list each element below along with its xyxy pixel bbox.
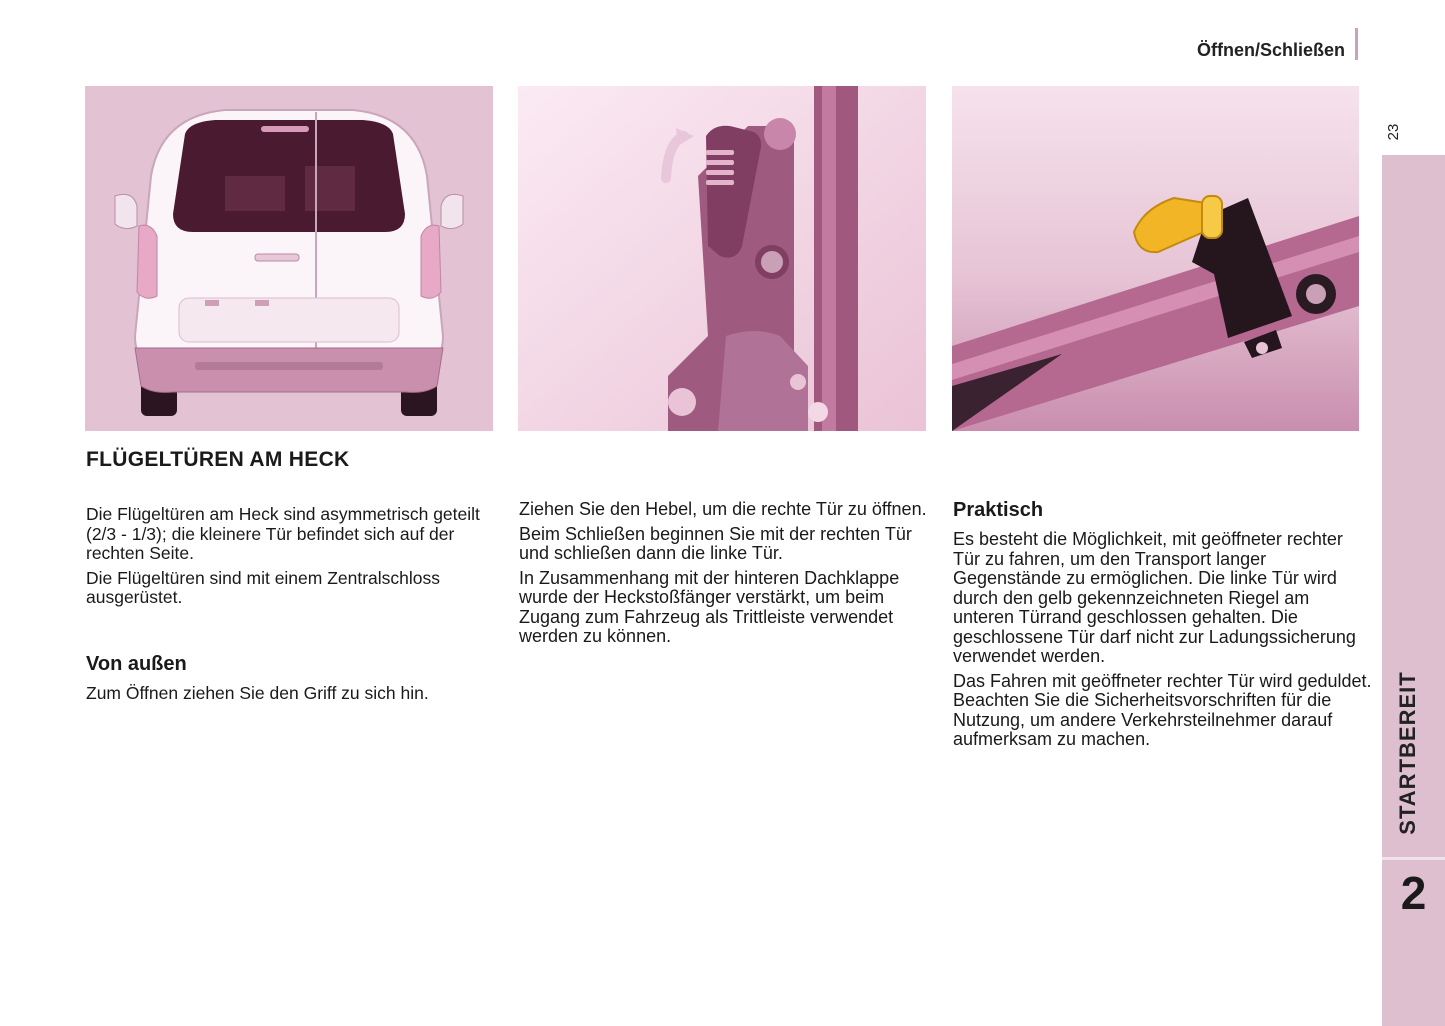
chapter-tab-label: STARTBEREIT: [1395, 671, 1420, 835]
subsection-heading: Von außen: [86, 652, 187, 675]
door-latch-illustration: [952, 86, 1359, 431]
paragraph: Zum Öffnen ziehen Sie den Griff zu sich hin.: [86, 682, 429, 703]
text-column-3: [953, 499, 1373, 755]
text-column-1: [86, 448, 506, 708]
paragraph: Ziehen Sie den Hebel, um die rechte Tür zu öffnen.: [519, 499, 927, 519]
page-number: 23: [1384, 123, 1402, 141]
text-column-2: [519, 500, 939, 652]
paragraph: Beim Schließen beginnen Sie mit der rechten Tür und schließen dann die linke Tür.: [519, 523, 912, 563]
paragraph: Das Fahren mit geöffneter rechter Tür wird geduldet. Beachten Sie die Sicherheitsvorschriften für die Nutzung, um andere Verkehrsteilnehmer darauf aufmerksam zu machen.: [953, 670, 1372, 749]
paragraph: Es besteht die Möglichkeit, mit geöffneter rechter Tür zu fahren, um den Transport langer Gegenstände zu ermöglichen. Die linke Tür wird durch den gelb gekennzeichneten Riegel am unteren Türrand geschlossen gehalten. Die geschlossene Tür darf nicht zur Ladungssicherung verwendet werden.: [953, 529, 1356, 666]
section-title: Öffnen/Schließen: [1196, 40, 1345, 60]
paragraph: Die Flügeltüren am Heck sind asymmetrisch geteilt (2/3 - 1/3); die kleinere Tür befindet sich auf der rechten Seite.: [86, 504, 480, 563]
van-rear-illustration: [85, 86, 493, 431]
subsection-heading: Praktisch: [953, 499, 1044, 521]
paragraph: Die Flügeltüren sind mit einem Zentralschloss ausgerüstet.: [86, 567, 441, 607]
door-lever-illustration: [518, 86, 926, 431]
header-divider: [1355, 28, 1358, 60]
paragraph: In Zusammenhang mit der hinteren Dachklappe wurde der Heckstoßfänger verstärkt, um beim Zugang zum Fahrzeug als Trittleiste verwendet werden zu können.: [519, 567, 900, 646]
chapter-number: 2: [1400, 867, 1427, 919]
chapter-tab-divider: [1382, 857, 1445, 860]
section-heading: FLÜGELTÜREN AM HECK: [86, 448, 350, 471]
